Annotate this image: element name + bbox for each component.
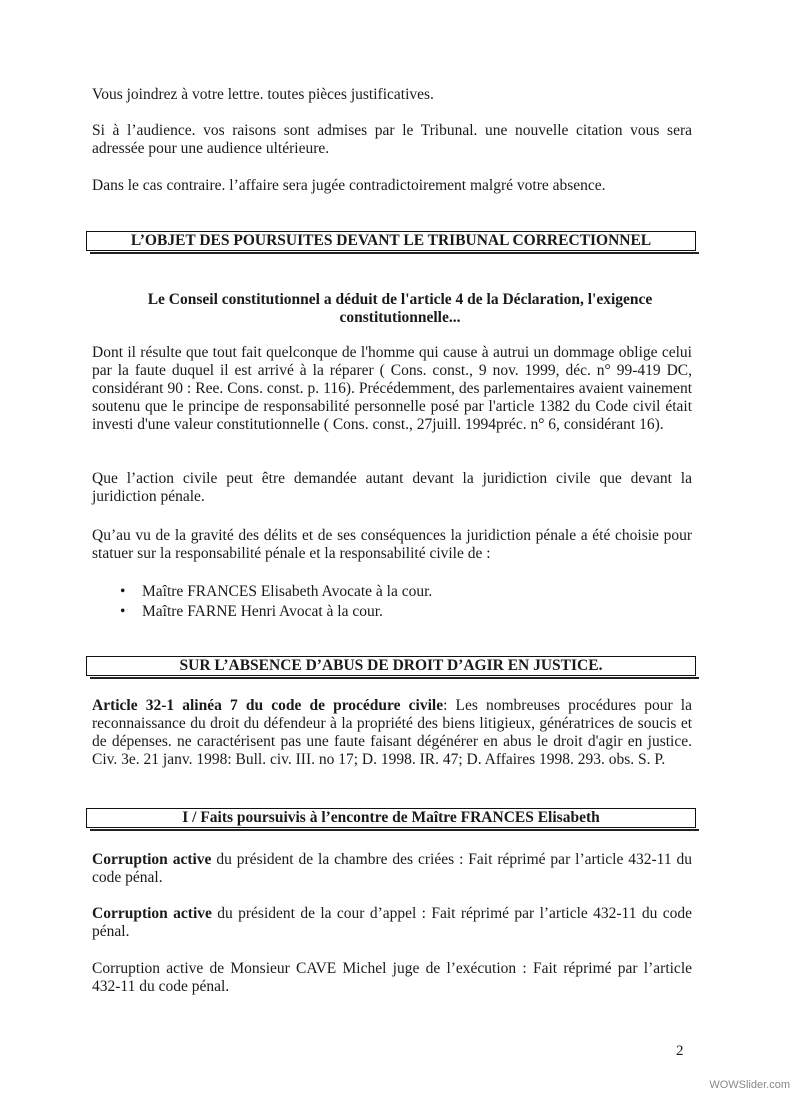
- paragraph-cas-contraire: Dans le cas contraire. l’affaire sera jugée contradictoirement malgré votre absence.: [92, 177, 606, 194]
- paragraph-audience: Si à l’audience. vos raisons sont admises par le Tribunal. une nouvelle citation vous sera adressée pour une audience ultérieure.: [92, 122, 692, 157]
- section-heading-objet-poursuites: L’OBJET DES POURSUITES DEVANT LE TRIBUNAL CORRECTIONNEL: [86, 231, 696, 251]
- section-heading-faits-poursuivis: I / Faits poursuivis à l’encontre de Maître FRANCES Elisabeth: [86, 808, 696, 828]
- paragraph-dont-il-resulte: Dont il résulte que tout fait quelconque de l'homme qui cause à autrui un dommage oblige celui par la faute duquel il est arrivé à la réparer ( Cons. const., 9 nov. 1999, déc. n° 99-419 DC, considérant 90 : Ree. Cons. const. p. 116). Précédemment, des parlementaires avaient vainement soutenu que le principe de responsabilité personnelle posé par l'article 1382 du Code civil était investi d'une valeur constitutionnelle ( Cons. const., 27juill. 1994préc. n° 6, considérant 16).: [92, 344, 692, 433]
- bullet-icon: •: [120, 583, 126, 600]
- section-heading-absence-abus: SUR L’ABSENCE D’ABUS DE DROIT D’AGIR EN JUSTICE.: [86, 656, 696, 676]
- paragraph-action-civile: Que l’action civile peut être demandée autant devant la juridiction civile que devant la juridiction pénale.: [92, 470, 692, 505]
- article-reference: Article 32-1 alinéa 7 du code de procédure civile: [92, 697, 444, 714]
- paragraph-article-32-1: Article 32-1 alinéa 7 du code de procédure civile: Les nombreuses procédures pour la reconnaissance du droit du défendeur à la propriété des biens litigieux, génératrices de soucis et de dépenses. ne caractérisent pas une faute faisant dégénérer en abus le droit d'agir en justice. Civ. 3e. 21 janv. 1998: Bull. civ. III. no 17; D. 1998. IR. 47; D. Affaires 1998. 293. obs. S. P.: [92, 697, 692, 768]
- paragraph-justificatives: Vous joindrez à votre lettre. toutes pièces justificatives.: [92, 86, 434, 103]
- paragraph-corruption-cour-appel: Corruption active du président de la cour d’appel : Fait réprimé par l’article 432-11 du code pénal.: [92, 905, 692, 940]
- watermark: WOWSlider.com: [709, 1079, 790, 1091]
- paragraph-corruption-juge-execution: Corruption active de Monsieur CAVE Michel juge de l’exécution : Fait réprimé par l’article 432-11 du code pénal.: [92, 960, 692, 995]
- subheading-conseil-constitutionnel: Le Conseil constitutionnel a déduit de l'article 4 de la Déclaration, l'exigence constitutionnelle...: [147, 291, 653, 326]
- paragraph-corruption-criees: Corruption active du président de la chambre des criées : Fait réprimé par l’article 432-11 du code pénal.: [92, 851, 693, 886]
- list-item: • Maître FARNE Henri Avocat à la cour.: [120, 603, 383, 620]
- list-item: • Maître FRANCES Elisabeth Avocate à la cour.: [120, 583, 433, 600]
- defendants-list: [120, 582, 680, 622]
- page-number: 2: [676, 1043, 684, 1059]
- bullet-icon: •: [120, 603, 126, 620]
- paragraph-gravite-delits: Qu’au vu de la gravité des délits et de ses conséquences la juridiction pénale a été choisie pour statuer sur la responsabilité pénale et la responsabilité civile de :: [92, 527, 692, 562]
